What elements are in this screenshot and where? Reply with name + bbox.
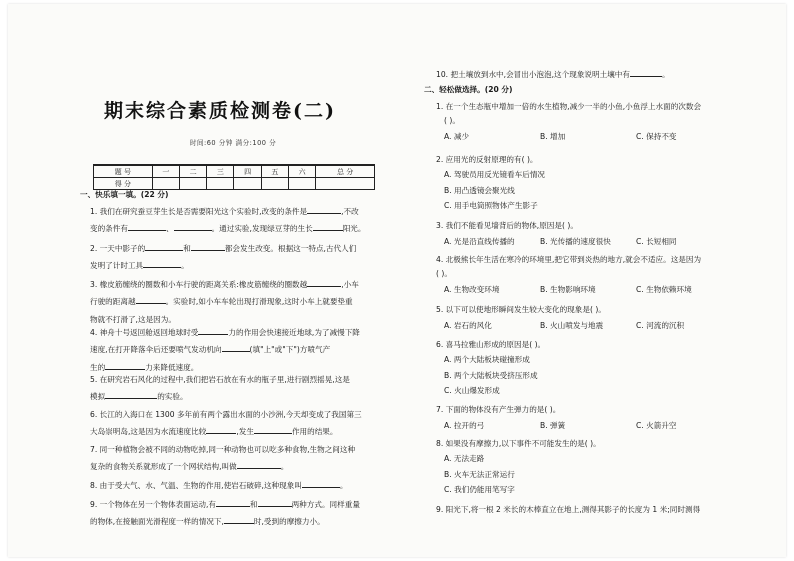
option-c[interactable]: C. 保持不变 <box>636 131 677 141</box>
question-1-2 <box>90 242 356 272</box>
score-header-cell: 四 <box>234 165 261 178</box>
answer-blank[interactable] <box>105 361 145 370</box>
score-cell[interactable] <box>179 178 206 190</box>
score-cell[interactable] <box>234 178 261 190</box>
option-c[interactable]: C. 生物依赖环境 <box>636 284 692 294</box>
q-text: ( )。 <box>436 269 452 279</box>
answer-blank[interactable] <box>216 498 250 507</box>
q-text: 3. 橡皮筋缠绕的圈数和小车行驶的距离关系:橡皮筋缠绕的圈数越 <box>90 280 308 289</box>
q-text: 的实验。 <box>157 392 188 402</box>
score-header-cell: 题 号 <box>94 165 153 178</box>
q-text: 。 <box>339 481 348 490</box>
question-1-9 <box>90 498 360 528</box>
score-table-score-row <box>94 178 375 190</box>
option-b[interactable]: B. 弹簧 <box>540 421 566 431</box>
answer-blank[interactable] <box>105 390 157 399</box>
q-text: 9. 一个物体在另一个物体表面运动,有 <box>90 500 216 509</box>
question-1-6 <box>90 409 362 438</box>
q-text: ,小车 <box>341 280 359 289</box>
question-1-8 <box>90 479 348 491</box>
answer-blank[interactable] <box>128 222 166 231</box>
options-row <box>436 131 701 142</box>
score-header-cell: 一 <box>152 165 179 178</box>
q-text: 发明了计时工具 <box>90 261 144 271</box>
q-text: 。实验时,如小车车轮出现打滑现象,这时小车上就要垫重 <box>165 297 353 307</box>
q-text: 7. 下面的物体没有产生弹力的是( )。 <box>436 405 561 414</box>
q-text: 速度,在打开降落伞后还要喷气发动机向 <box>90 345 222 355</box>
q-text: 力的作用会快速接近地球,为了减慢下降 <box>228 328 360 337</box>
section2-heading: 二、轻松做选择。(20 分) <box>424 85 513 94</box>
q-text: 大岛崇明岛,这是因为水流速度比较 <box>90 427 207 437</box>
q-text: 10. 把土壤放到水中,会冒出小泡泡,这个现象说明土壤中有 <box>436 70 630 79</box>
score-header-cell: 三 <box>207 165 234 178</box>
answer-blank[interactable] <box>307 205 341 214</box>
score-table-header-row <box>94 165 375 178</box>
question-2-9 <box>436 504 700 515</box>
option-c[interactable]: C. 火箭升空 <box>636 421 677 431</box>
q-text: 。 <box>181 261 189 271</box>
score-cell[interactable] <box>152 178 179 190</box>
q-text: ,不改 <box>341 207 359 216</box>
q-text: 复杂的食物关系就形成了一个网状结构,叫做 <box>90 462 237 472</box>
option-a[interactable]: A. 生物改变环境 <box>444 284 500 294</box>
q-text: 行驶的距离越 <box>90 297 136 307</box>
page-title: 期末综合素质检测卷(二) <box>104 100 336 122</box>
answer-blank[interactable] <box>254 425 292 434</box>
q-text: 6. 喜马拉雅山形成的原因是( )。 <box>436 340 546 349</box>
option-c[interactable]: C. 用手电筒照物体产生影子 <box>444 201 538 211</box>
q-text: 物就不打滑了,这是因为 <box>90 314 169 324</box>
score-row-label: 得 分 <box>94 178 153 190</box>
option-c[interactable]: C. 河流的沉积 <box>636 321 685 331</box>
section1-heading: 一、快乐填一填。(22 分) <box>80 190 169 199</box>
score-header-cell: 总 分 <box>316 165 375 178</box>
score-cell[interactable] <box>207 178 234 190</box>
options-row <box>436 420 677 431</box>
option-a[interactable]: A. 两个大陆板块碰撞形成 <box>444 355 530 365</box>
answer-blank[interactable] <box>224 515 254 524</box>
q-text: 2. 一天中影子的 <box>90 244 146 253</box>
option-b[interactable]: B. 增加 <box>540 131 566 141</box>
option-b[interactable]: B. 光传播的速度很快 <box>540 237 611 247</box>
answer-blank[interactable] <box>136 295 166 304</box>
option-b[interactable]: B. 两个大陆板块受挤压形成 <box>444 370 538 380</box>
option-a[interactable]: A. 无法走路 <box>444 454 485 464</box>
answer-blank[interactable] <box>222 343 250 352</box>
q-text: 6. 长江的入海口在 1300 多年前有两个露出水面的小沙洲,今天却变成了我国第三 <box>90 410 362 419</box>
score-cell[interactable] <box>288 178 315 190</box>
q-text: 1. 我们在研究蚕豆芽生长是否需要阳光这个实验时,改变的条件是 <box>90 207 308 216</box>
q-text: 变的条件有 <box>90 224 128 234</box>
option-b[interactable]: B. 火山喷发与地震 <box>540 321 604 331</box>
q-text: 9. 阳光下,将一根 2 米长的木棒直立在地上,测得其影子的长度为 1 米;同时测得 <box>436 505 701 514</box>
question-1-1 <box>90 205 365 235</box>
question-1-3 <box>90 278 359 325</box>
question-2-7 <box>436 404 677 432</box>
option-a[interactable]: A. 光是沿直线传播的 <box>444 237 515 247</box>
q-text: 3. 我们不能看见墙背后的物体,原因是( )。 <box>436 221 578 230</box>
options-row <box>436 236 677 247</box>
q-text: 5. 以下可以使地形瞬间发生较大变化的现象是( )。 <box>436 305 606 314</box>
option-a[interactable]: A. 岩石的风化 <box>444 321 492 331</box>
q-text: 作用的结果。 <box>291 427 338 437</box>
q-text: 都会发生改变。根据这一特点,古代人们 <box>224 244 357 253</box>
option-a[interactable]: A. 拉开的弓 <box>444 421 485 431</box>
score-cell[interactable] <box>316 178 375 190</box>
q-text: 阳光。 <box>342 224 366 234</box>
option-c[interactable]: C. 我们仍能用笔写字 <box>444 485 515 495</box>
question-2-4 <box>436 254 701 295</box>
options-row <box>436 284 701 295</box>
q-text: 、 <box>165 224 174 234</box>
q-text: 模拟 <box>90 392 106 402</box>
q-text: 1. 在一个生态瓶中增加一倍的水生植物,减少一半的小鱼,小鱼浮上水面的次数会 <box>436 102 702 111</box>
score-header-cell: 二 <box>179 165 206 178</box>
answer-blank[interactable] <box>302 479 340 488</box>
option-b[interactable]: B. 火车无法正常运行 <box>444 469 515 479</box>
q-text: ,发生 <box>236 427 254 437</box>
q-text: ( )。 <box>444 116 460 126</box>
answer-blank[interactable] <box>198 326 228 335</box>
answer-blank[interactable] <box>630 68 662 77</box>
exam-sheet <box>8 4 786 557</box>
q-text: (填"上"或"下")方喷气产 <box>249 345 331 355</box>
score-cell[interactable] <box>261 178 288 190</box>
answer-blank[interactable] <box>307 278 341 287</box>
question-2-2 <box>436 154 545 212</box>
question-1-4 <box>90 326 360 373</box>
q-text: 时,受到的摩擦力小。 <box>253 517 325 527</box>
option-c[interactable]: C. 长短相同 <box>636 237 677 247</box>
question-2-3 <box>436 220 677 248</box>
q-text: 4. 神舟十号返回舱返回地球时受 <box>90 328 199 337</box>
question-2-6 <box>436 339 545 397</box>
question-2-1 <box>436 101 701 142</box>
question-1-7 <box>90 444 355 473</box>
q-text: 和 <box>249 500 258 509</box>
q-text: 和 <box>183 244 191 253</box>
question-1-10 <box>436 68 670 80</box>
q-text: 。 <box>280 462 289 472</box>
q-text: 5. 在研究岩石风化的过程中,我们把岩石放在有水的瓶子里,进行剧烈摇晃,这是 <box>90 375 350 384</box>
option-a[interactable]: A. 驾驶员用反光镜看车后情况 <box>444 170 546 180</box>
q-text: 4. 北极熊长年生活在寒冷的环境里,把它带到炎热的地方,就会不适应。这是因为 <box>436 255 702 264</box>
option-c[interactable]: C. 火山爆发形成 <box>444 386 500 396</box>
q-text: 。 <box>661 70 670 79</box>
option-a[interactable]: A. 减少 <box>444 131 470 141</box>
score-header-cell: 五 <box>261 165 288 178</box>
option-b[interactable]: B. 生物影响环境 <box>540 284 596 294</box>
q-text: 两种方式。同样重量 <box>291 500 360 509</box>
q-text: 的物体,在接触面光滑程度一样的情况下, <box>90 517 224 527</box>
q-text: 8. 由于受大气、水、气温、生物的作用,使岩石破碎,这种现象叫 <box>90 481 302 490</box>
q-text: 。 <box>168 314 176 324</box>
answer-blank[interactable] <box>206 425 236 434</box>
q-text: 。通过实验,发现绿豆芽的生长 <box>211 224 313 234</box>
q-text: 生的 <box>90 362 106 372</box>
question-2-8 <box>436 438 601 496</box>
score-table <box>93 164 375 190</box>
answer-blank[interactable] <box>143 259 181 268</box>
options-row <box>436 320 684 331</box>
q-text: 7. 同一种植物会被不同的动物吃掉,同一种动物也可以吃多种食物,生物之间这种 <box>90 445 356 454</box>
answer-blank[interactable] <box>313 222 343 231</box>
answer-blank[interactable] <box>237 460 281 469</box>
exam-meta: 时间:60 分钟 满分:100 分 <box>189 139 277 147</box>
answer-blank[interactable] <box>191 242 225 251</box>
score-header-cell: 六 <box>288 165 315 178</box>
question-2-5 <box>436 304 684 332</box>
answer-blank[interactable] <box>258 498 292 507</box>
q-text: 8. 如果没有摩擦力,以下事件不可能发生的是( )。 <box>436 439 601 448</box>
answer-blank[interactable] <box>145 242 183 251</box>
question-1-5 <box>90 374 350 403</box>
q-text: 力来降低速度。 <box>145 362 199 372</box>
q-text: 2. 应用光的反射原理的有( )。 <box>436 155 538 164</box>
answer-blank[interactable] <box>174 222 212 231</box>
option-b[interactable]: B. 用凸透镜会聚光线 <box>444 185 515 195</box>
